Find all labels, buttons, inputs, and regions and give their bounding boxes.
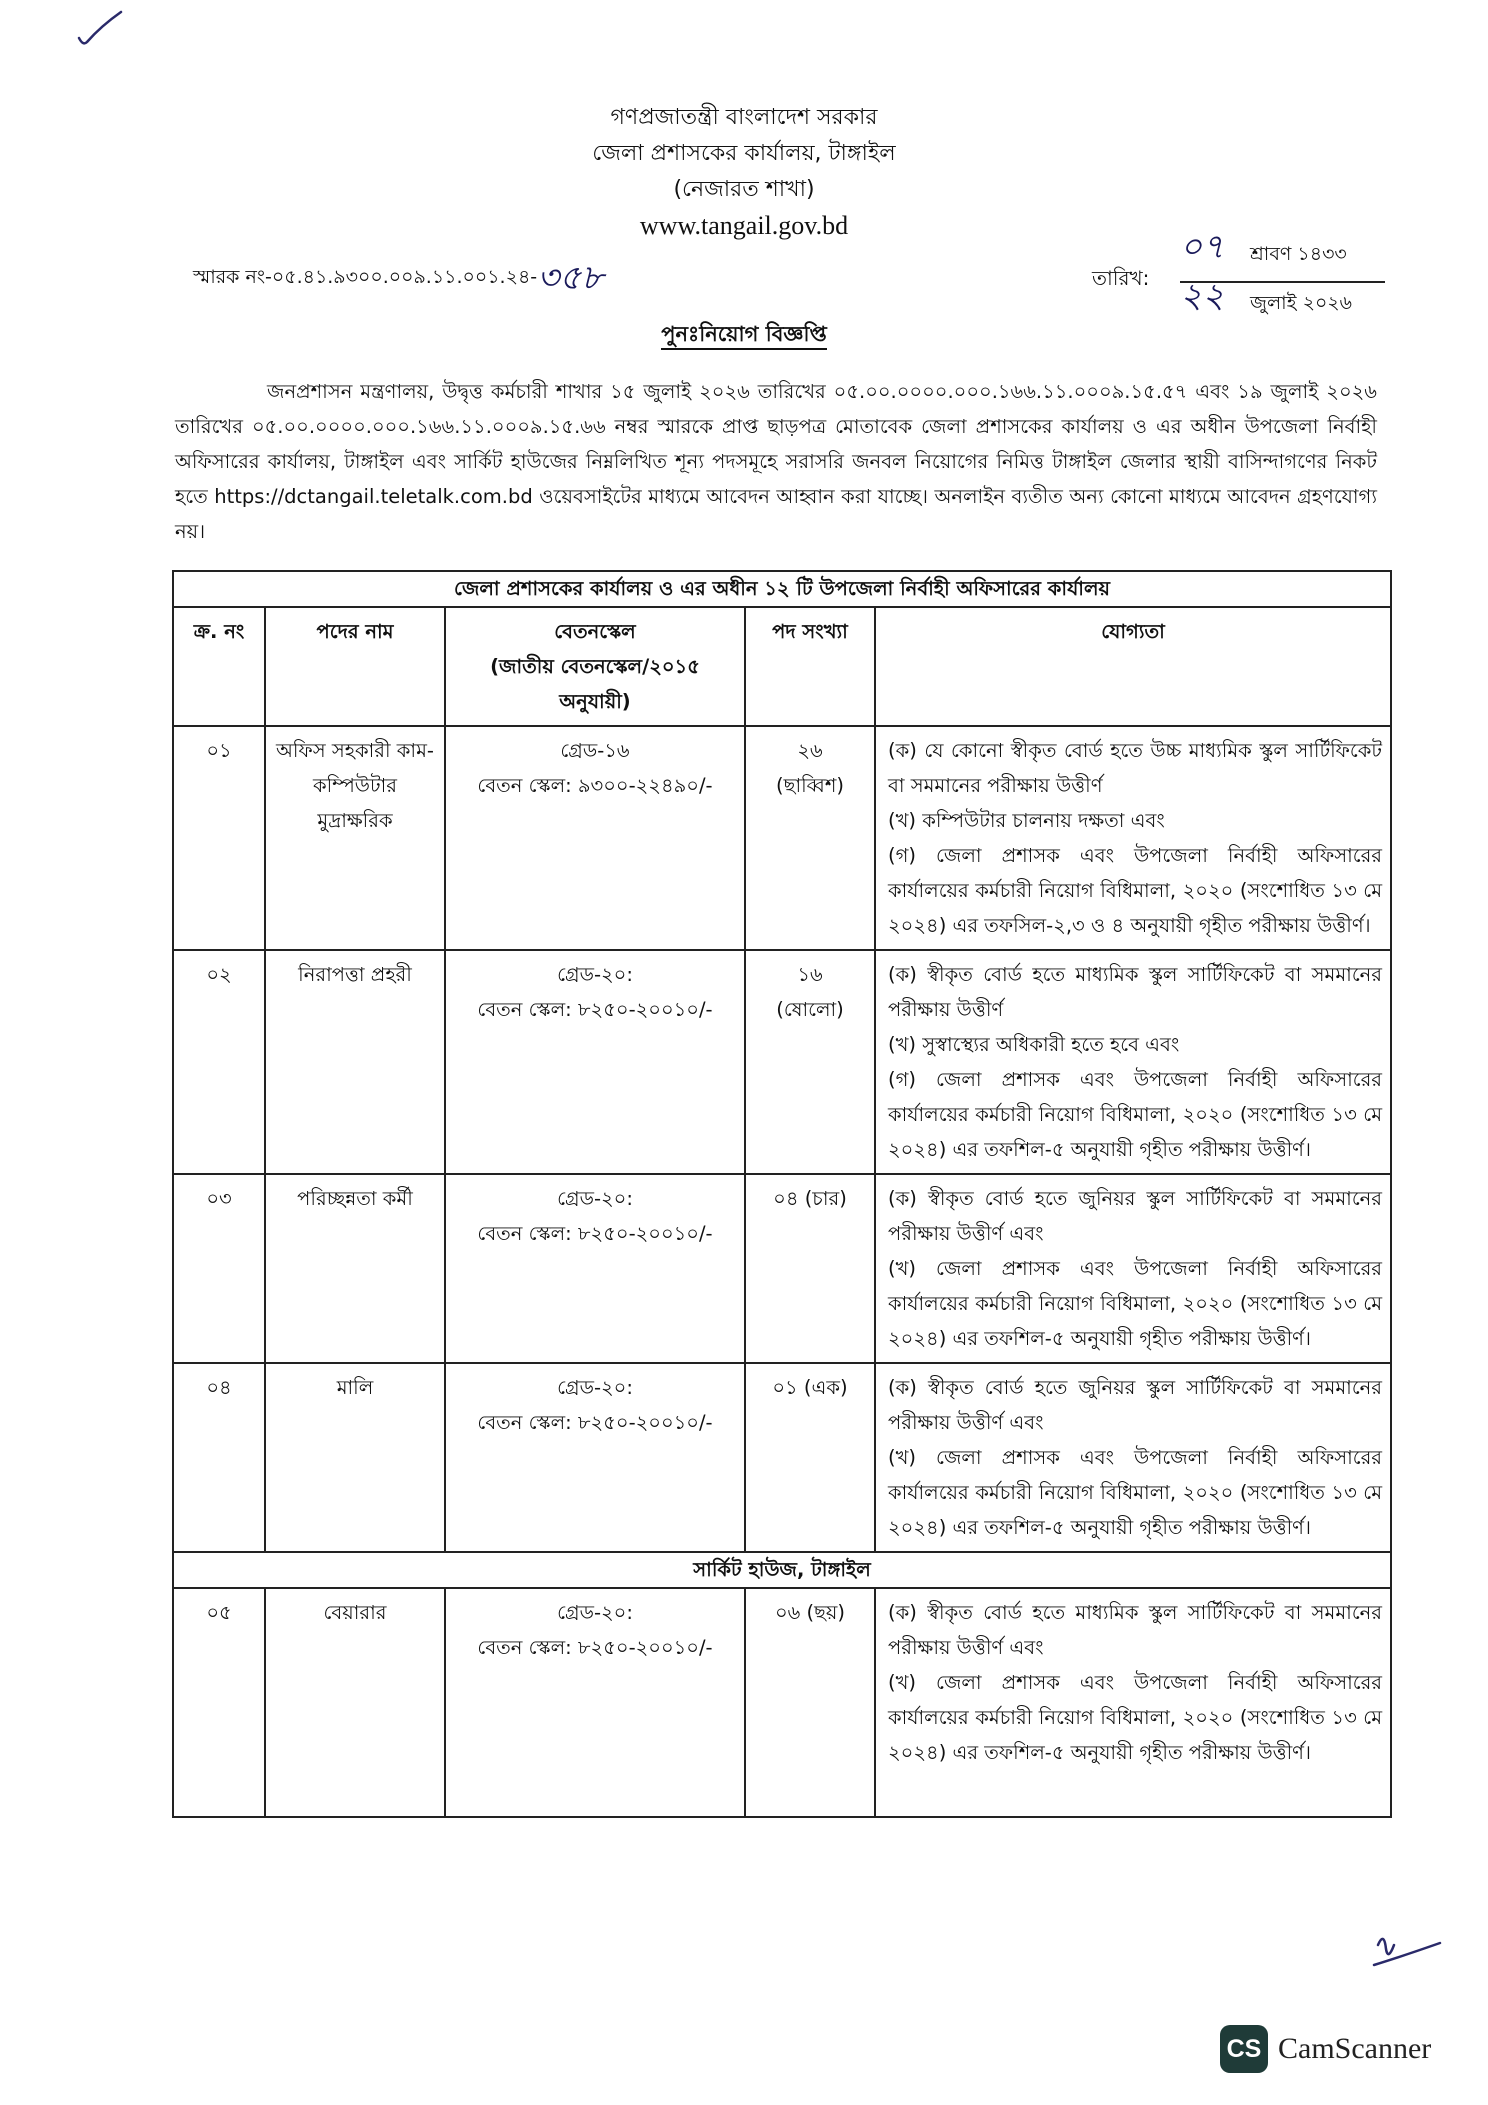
memo-ref-number: স্মারক নং-০৫.৪১.৯৩০০.০০৯.১১.০০১.২৪- (193, 266, 538, 288)
row-pay-scale: গ্রেড-২০: বেতন স্কেল: ৮২৫০-২০০১০/- (445, 1174, 745, 1363)
row-pay-scale: গ্রেড-১৬ বেতন স্কেল: ৯৩০০-২২৪৯০/- (445, 726, 745, 950)
row-post-count: ০৪ (চার) (745, 1174, 875, 1363)
date-english-day: ২২ (1180, 276, 1225, 316)
row-qualification: (ক) স্বীকৃত বোর্ড হতে জুনিয়র স্কুল সার্টিফিকেট বা সমমানের পরীক্ষায় উত্তীর্ণ এবং (খ) জেলা প্রশাসক এবং উপজেলা নির্বাহী অফিসারের কার্যালয়ের কর্মচারী নিয়োগ বিধিমালা, ২০২০ (সংশোধিত ১৩ মে ২০২৪) এর তফশিল-৫ অনুযায়ী গৃহীত পরীক্ষায় উত্তীর্ণ। (875, 1174, 1391, 1363)
row-post-count: ২৬ (ছাব্বিশ) (745, 726, 875, 950)
row-qualification: (ক) স্বীকৃত বোর্ড হতে মাধ্যমিক স্কুল সার্টিফিকেট বা সমমানের পরীক্ষায় উত্তীর্ণ (খ) সুস্বাস্থ্যের অধিকারী হতে হবে এবং (গ) জেলা প্রশাসক এবং উপজেলা নির্বাহী অফিসারের কার্যালয়ের কর্মচারী নিয়োগ বিধিমালা, ২০২০ (সংশোধিত ১৩ মে ২০২৪) এর তফশিল-৫ অনুযায়ী গৃহীত পরীক্ষায় উত্তীর্ণ। (875, 950, 1391, 1174)
table-row (173, 950, 1391, 1174)
header-post-name: পদের নাম (265, 607, 445, 726)
row-post-name: পরিচ্ছন্নতা কর্মী (265, 1174, 445, 1363)
document-header (0, 100, 1488, 244)
table-row (173, 1363, 1391, 1552)
row-post-name: মালি (265, 1363, 445, 1552)
row-post-name: নিরাপত্তা প্রহরী (265, 950, 445, 1174)
date-english-month-year: জুলাই ২০২৬ (1250, 292, 1353, 314)
handwritten-signature (1370, 1925, 1445, 1970)
camscanner-logo-icon: CS (1220, 2025, 1268, 2073)
notice-body: জনপ্রশাসন মন্ত্রণালয়, উদ্বৃত্ত কর্মচারী শাখার ১৫ জুলাই ২০২৬ তারিখের ০৫.০০.০০০০.০০০.১৬৬.১১.০০০৯.১৫.৫৭ এবং ১৯ জুলাই ২০২৬ তারিখের ০৫.০০.০০০০.০০০.১৬৬.১১.০০০৯.১৫.৬৬ নম্বর স্মারকে প্রাপ্ত ছাড়পত্র মোতাবেক জেলা প্রশাসকের কার্যালয় ও এর অধীন উপজেলা নির্বাহী অফিসারের কার্যালয়, টাঙ্গাইল এবং সার্কিট হাউজের নিম্নলিখিত শূন্য পদসমূহে সরাসরি জনবল নিয়োগের নিমিত্ত টাঙ্গাইল জেলার স্থায়ী বাসিন্দাগণের নিকট হতে https://dctangail.teletalk.com.bd ওয়েবসাইটের মাধ্যমে আবেদন আহ্বান করা যাচ্ছে। অনলাইন ব্যতীত অন্য কোনো মাধ্যমে আবেদন গ্রহণযোগ্য নয়। (175, 380, 1377, 543)
table-section-heading: জেলা প্রশাসকের কার্যালয় ও এর অধীন ১২ টি উপজেলা নির্বাহী অফিসারের কার্যালয় (173, 571, 1391, 607)
memo-reference (193, 252, 603, 309)
date-block (1180, 227, 1385, 327)
row-pay-scale: গ্রেড-২০: বেতন স্কেল: ৮২৫০-২০০১০/- (445, 1588, 745, 1817)
row-post-name: অফিস সহকারী কাম-কম্পিউটার মুদ্রাক্ষরিক (265, 726, 445, 950)
row-qualification: (ক) যে কোনো স্বীকৃত বোর্ড হতে উচ্চ মাধ্যমিক স্কুল সার্টিফিকেট বা সমমানের পরীক্ষায় উত্তীর্ণ (খ) কম্পিউটার চালনায় দক্ষতা এবং (গ) জেলা প্রশাসক এবং উপজেলা নির্বাহী অফিসারের কার্যালয়ের কর্মচারী নিয়োগ বিধিমালা, ২০২০ (সংশোধিত ১৩ মে ২০২৪) এর তফসিল-২,৩ ও ৪ অনুযায়ী গৃহীত পরীক্ষায় উত্তীর্ণ। (875, 726, 1391, 950)
vacancy-table (172, 570, 1392, 1818)
row-serial: ০২ (173, 950, 265, 1174)
table-row (173, 1174, 1391, 1363)
branch-name: (নেজারত শাখা) (673, 177, 815, 202)
header-post-count: পদ সংখ্যা (745, 607, 875, 726)
memo-ref-handwritten: ৩৫৮ (537, 258, 604, 298)
office-name: জেলা প্রশাসকের কার্যালয়, টাঙ্গাইল (592, 141, 896, 166)
row-pay-scale: গ্রেড-২০: বেতন স্কেল: ৮২৫০-২০০১০/- (445, 950, 745, 1174)
government-name: গণপ্রজাতন্ত্রী বাংলাদেশ সরকার (610, 105, 878, 130)
camscanner-label: CamScanner (1278, 2032, 1432, 2065)
row-post-count: ০১ (এক) (745, 1363, 875, 1552)
header-serial: ক্র. নং (173, 607, 265, 726)
header-qualification: যোগ্যতা (875, 607, 1391, 726)
row-post-name: বেয়ারার (265, 1588, 445, 1817)
date-bangla-day: ০৭ (1180, 227, 1225, 267)
date-label: তারিখ: (1092, 266, 1150, 290)
table-row (173, 1588, 1391, 1817)
handwritten-tick-mark (75, 8, 125, 50)
camscanner-watermark (1220, 2025, 1431, 2073)
notice-title: পুনঃনিয়োগ বিজ্ঞপ্তি (0, 318, 1488, 353)
row-qualification: (ক) স্বীকৃত বোর্ড হতে জুনিয়র স্কুল সার্টিফিকেট বা সমমানের পরীক্ষায় উত্তীর্ণ এবং (খ) জেলা প্রশাসক এবং উপজেলা নির্বাহী অফিসারের কার্যালয়ের কর্মচারী নিয়োগ বিধিমালা, ২০২০ (সংশোধিত ১৩ মে ২০২৪) এর তফশিল-৫ অনুযায়ী গৃহীত পরীক্ষায় উত্তীর্ণ। (875, 1363, 1391, 1552)
table-section-heading: সার্কিট হাউজ, টাঙ্গাইল (173, 1552, 1391, 1588)
row-pay-scale: গ্রেড-২০: বেতন স্কেল: ৮২৫০-২০০১০/- (445, 1363, 745, 1552)
row-serial: ০১ (173, 726, 265, 950)
row-serial: ০৪ (173, 1363, 265, 1552)
website-link[interactable]: www.tangail.gov.bd (639, 211, 849, 240)
row-post-count: ০৬ (ছয়) (745, 1588, 875, 1817)
row-serial: ০৫ (173, 1588, 265, 1817)
row-serial: ০৩ (173, 1174, 265, 1363)
row-post-count: ১৬ (ষোলো) (745, 950, 875, 1174)
header-pay-scale: বেতনস্কেল (জাতীয় বেতনস্কেল/২০১৫ অনুযায়ী) (445, 607, 745, 726)
table-header-row (173, 607, 1391, 726)
date-bangla-month-year: শ্রাবণ ১৪৩৩ (1250, 243, 1347, 265)
row-qualification: (ক) স্বীকৃত বোর্ড হতে মাধ্যমিক স্কুল সার্টিফিকেট বা সমমানের পরীক্ষায় উত্তীর্ণ এবং (খ) জেলা প্রশাসক এবং উপজেলা নির্বাহী অফিসারের কার্যালয়ের কর্মচারী নিয়োগ বিধিমালা, ২০২০ (সংশোধিত ১৩ মে ২০২৪) এর তফশিল-৫ অনুযায়ী গৃহীত পরীক্ষায় উত্তীর্ণ। (875, 1588, 1391, 1817)
table-row (173, 726, 1391, 950)
